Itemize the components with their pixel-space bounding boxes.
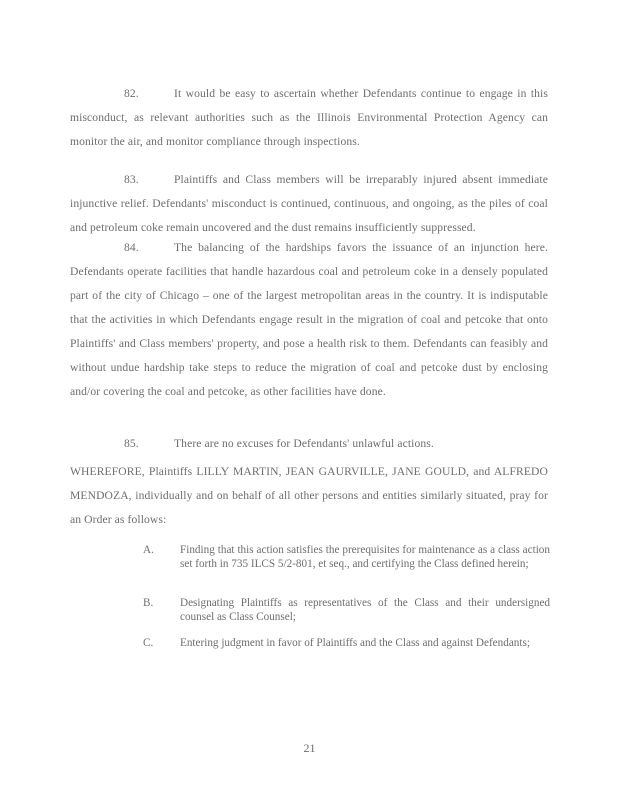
prayer-item-a [143,544,550,571]
page-number: 21 [303,741,316,755]
paragraph-number: 83. [124,173,139,186]
paragraph-text: Plaintiffs and Class members will be irreparably injured absent immediate injunctive relief. Defendants' misconduct is continued, continuous, and ongoing, as the piles of coal and petroleum coke remain uncovered and the dust remains insufficiently suppressed. [70,173,548,234]
paragraph-text: There are no excuses for Defendants' unlawful actions. [174,437,434,450]
prayer-item-c [143,637,550,651]
paragraph-83 [70,168,548,240]
prayer-letter: B. [143,597,154,609]
paragraph-text: The balancing of the hardships favors the issuance of an injunction here. Defendants operate facilities that handle hazardous coal and petroleum coke in a densely populated part of the city of Chicago – one of the largest metropolitan areas in the country. It is indisputable that the activities in which Defendants engage result in the migration of coal and petcoke that onto Plaintiffs' and Class members' property, and pose a health risk to them. Defendants can feasibly and without undue hardship take steps to reduce the migration of coal and petcoke dust by enclosing and/or covering the coal and petcoke, as other facilities have done. [70,241,548,398]
paragraph-number: 82. [124,87,139,100]
paragraph-number: 84. [124,241,139,254]
prayer-item-b [143,597,550,624]
paragraph-85 [70,432,548,456]
paragraph-84 [70,236,548,404]
paragraph-number: 85. [124,437,139,450]
prayer-text: Designating Plaintiffs as representatives of the Class and their undersigned counsel as Class Counsel; [180,597,550,623]
prayer-letter: A. [143,544,154,556]
wherefore-clause: WHEREFORE, Plaintiffs LILLY MARTIN, JEAN GAURVILLE, JANE GOULD, and ALFREDO MENDOZA, individually and on behalf of all other persons and entities similarly situated, pray for an Order as follows: [70,465,548,526]
prayer-text: Finding that this action satisfies the prerequisites for maintenance as a class action set forth in 735 ILCS 5/2-801, et seq., and certifying the Class defined herein; [180,544,550,570]
prayer-text: Entering judgment in favor of Plaintiffs and the Class and against Defendants; [180,637,530,649]
paragraph-82 [70,82,548,154]
paragraph-text: It would be easy to ascertain whether Defendants continue to engage in this misconduct, as relevant authorities such as the Illinois Environmental Protection Agency can monitor the air, and monitor compliance through inspections. [70,87,548,148]
prayer-letter: C. [143,637,154,649]
